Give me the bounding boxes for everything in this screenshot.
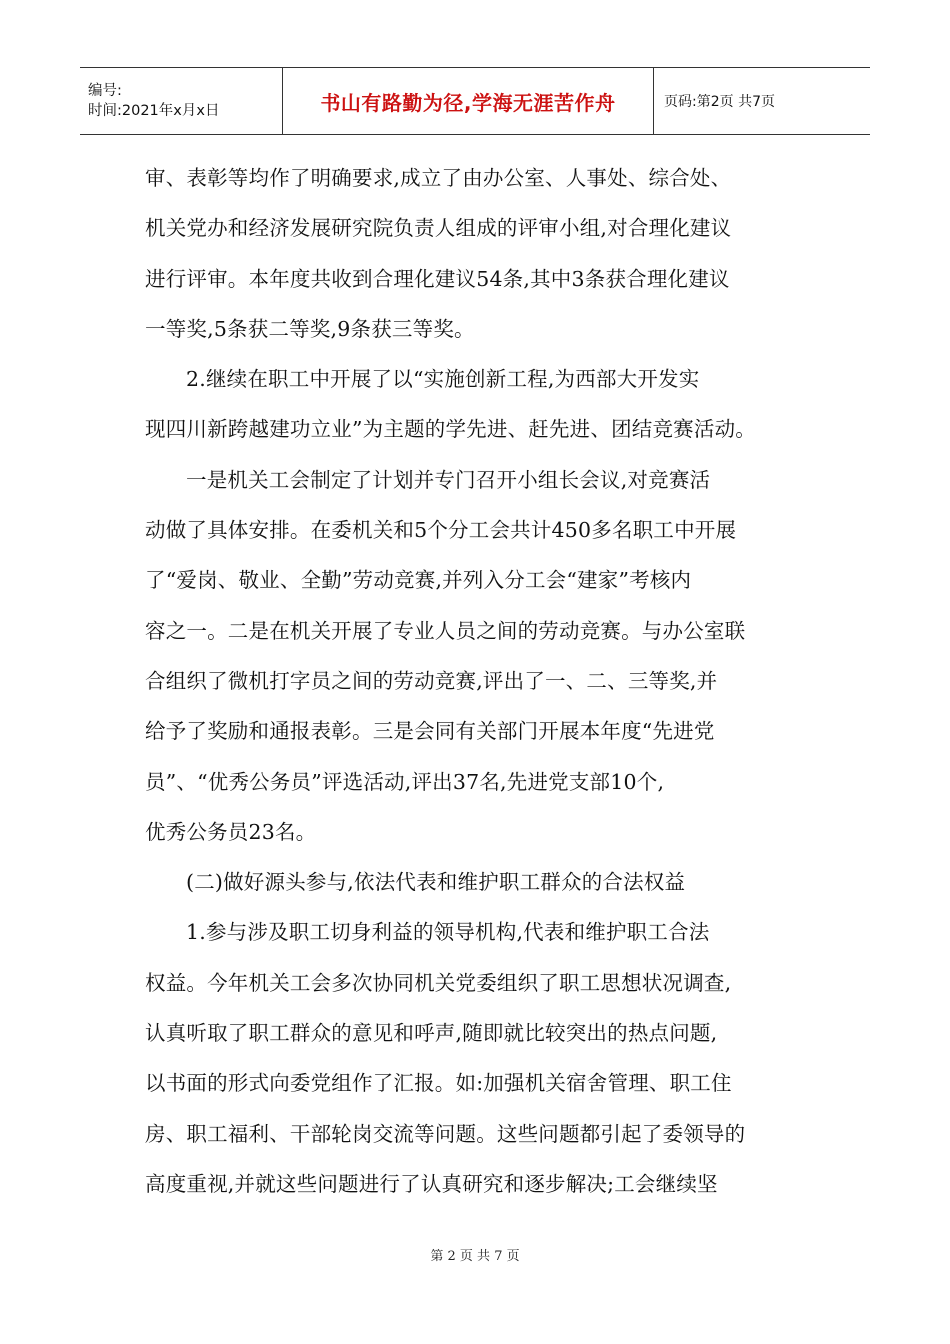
text-line: 动做了具体安排。在委机关和5个分工会共计450多名职工中开展 [145,518,737,543]
text-line: 优秀公务员23名。 [145,819,317,844]
text-line: 认真听取了职工群众的意见和呼声,随即就比较突出的热点问题, [145,1021,718,1046]
text-line: 一是机关工会制定了计划并专门召开小组长会议,对竞赛活 [186,467,711,492]
number-label: 编号: [88,83,122,99]
text-line: (二)做好源头参与,依法代表和维护职工群众的合法权益 [186,870,686,895]
text-line: 一等奖,5条获二等奖,9条获三等奖。 [145,316,475,341]
text-line: 现四川新跨越建功立业”为主题的学先进、赶先进、团结竞赛活动。 [145,417,756,442]
text-line: 审、表彰等均作了明确要求,成立了由办公室、人事处、综合处、 [145,166,732,190]
header-meta [80,68,283,134]
text-line: 员”、“优秀公务员”评选活动,评出37名,先进党支部10个, [145,769,665,794]
text-line: 机关党办和经济发展研究院负责人组成的评审小组,对合理化建议 [145,216,732,241]
time-label: 时间:2021年x月x日 [88,103,220,119]
page-header [80,67,870,135]
header-page-cell [654,68,870,134]
slogan: 书山有路勤为径,学海无涯苦作舟 [320,90,616,115]
text-line: 了“爱岗、敬业、全勤”劳动竞赛,并列入分工会“建家”考核内 [145,568,692,593]
text-line: 进行评审。本年度共收到合理化建议54条,其中3条获合理化建议 [145,266,730,291]
text-line: 权益。今年机关工会多次协同机关党委组织了职工思想状况调查, [145,970,732,995]
text-line: 2.继续在职工中开展了以“实施创新工程,为西部大开发实 [186,367,700,392]
page-info: 页码:第2页 共7页 [664,94,775,110]
text-line: 给予了奖励和通报表彰。三是会同有关部门开展本年度“先进党 [145,719,715,744]
text-line: 以书面的形式向委党组作了汇报。如:加强机关宿舍管理、职工住 [145,1071,732,1096]
page-footer: 第 2 页 共 7 页 [430,1249,520,1264]
text-line: 容之一。二是在机关开展了专业人员之间的劳动竞赛。与办公室联 [145,618,746,643]
text-line: 1.参与涉及职工切身利益的领导机构,代表和维护职工合法 [186,920,710,945]
text-line: 合组织了微机打字员之间的劳动竞赛,评出了一、二、三等奖,并 [145,668,718,693]
text-line: 高度重视,并就这些问题进行了认真研究和逐步解决;工会继续坚 [145,1171,718,1196]
text-line: 房、职工福利、干部轮岗交流等问题。这些问题都引起了委领导的 [145,1121,746,1146]
document-body [145,153,805,1209]
header-slogan-cell [283,68,654,134]
